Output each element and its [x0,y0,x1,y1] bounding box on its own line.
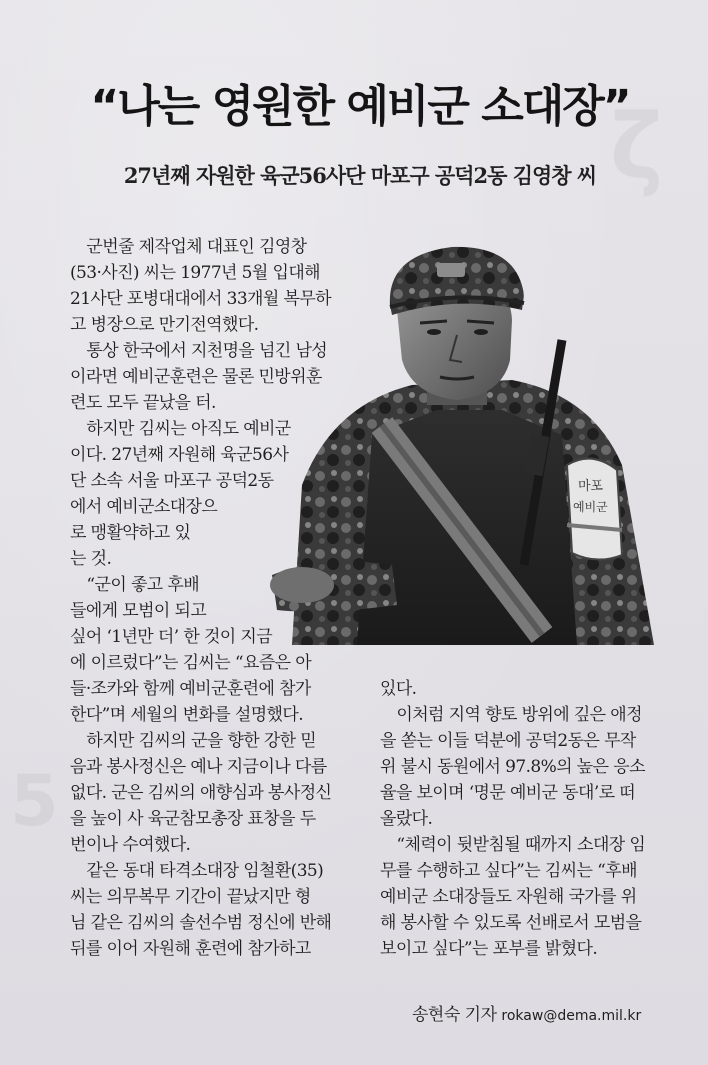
article-paragraph-1: 군번줄 제작업체 대표인 김영창 (53·사진) 씨는 1977년 5월 입대해 21사단 포병대대에서 33개월 복무하 고 병장으로 만기전역했다. [70,237,331,335]
reporter-name: 송현숙 기자 [412,1005,497,1025]
byline [412,1000,641,1025]
headline: “나는 영원한 예비군 소대장” [90,81,630,132]
article-paragraph-3: 하지만 김씨는 아직도 예비군 이다. 27년째 자원해 육군56사 단 소속 서울 마포구 공덕2동 에서 예비군소대장으 로 맹활약하고 있 는 것. [70,419,291,569]
article-paragraph-2: 통상 한국에서 지천명을 넘긴 남성 이라면 예비군훈련은 물론 민방위훈 련도 모두 끝났을 터. [70,341,328,413]
bleed-through-mark: ζ [610,95,664,200]
article-paragraph-6: 같은 동대 타격소대장 임철환(35) 씨는 의무복무 기간이 끝났지만 형 님 같은 김씨의 솔선수범 정신에 반해 뒤를 이어 자원해 훈련에 참가하고 [70,861,332,959]
reservist-portrait-photo [262,235,654,645]
article-paragraph-4: “군이 좋고 후배 들에게 모범이 되고 싶어 ‘1년만 더’ 한 것이 지금 에 이르렀다”는 김씨는 “요즘은 아 들·조카와 함께 예비군훈련에 참가 한다”며 세월의 변화를 설명했다. [70,575,312,725]
article-paragraph-5: 하지만 김씨의 군을 향한 강한 믿 음과 봉사정신은 예나 지금이나 다름 없다. 군은 김씨의 애향심과 봉사정신 을 높이 사 육군참모총장 표창을 두 번이나 수여했다. [70,731,332,855]
armband-text-top: 마포 [578,479,604,494]
bleed-through-mark: 5 [10,760,59,842]
article-paragraph-7: 있다. [380,679,417,699]
armband-text-bottom: 예비군 [573,500,608,514]
article-paragraph-9: “체력이 뒷받침될 때까지 소대장 임 무를 수행하고 싶다”는 김씨는 “후배 예비군 소대장들도 자원해 국가를 위 해 봉사할 수 있도록 선배로서 모범을 보이고 싶다”는 포부를 밝혔다. [380,835,646,959]
subheadline: 27년째 자원한 육군56사단 마포구 공덕2동 김영창 씨 [123,163,597,188]
article-paragraph-8: 이처럼 지역 향토 방위에 깊은 애정 을 쏟는 이들 덕분에 공덕2동은 무작 위 불시 동원에서 97.8%의 높은 응소 율을 보이며 ‘명문 예비군 동대’로 떠 올랐다. [380,705,645,829]
reporter-email: rokaw@dema.mil.kr [501,1008,642,1024]
